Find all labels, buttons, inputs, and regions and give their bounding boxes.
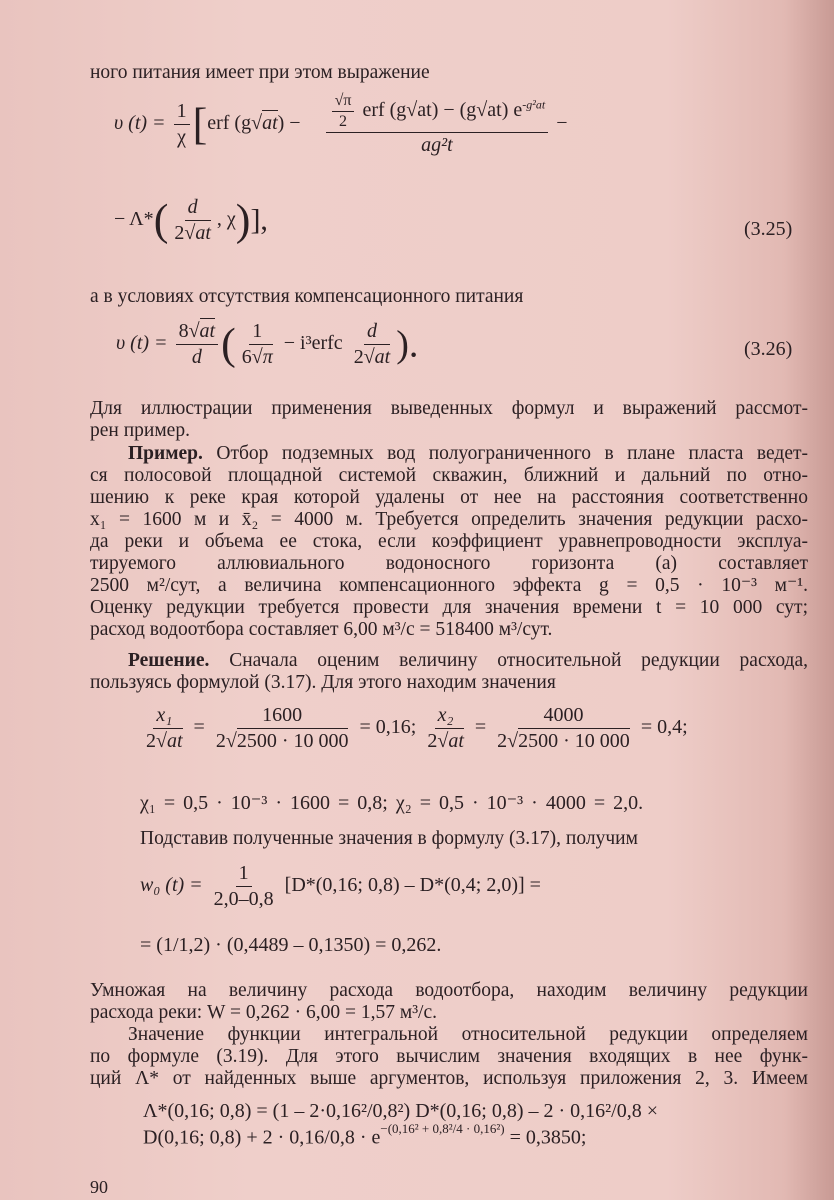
denominator: ag²t xyxy=(421,134,453,156)
numerator: 4000 xyxy=(540,704,586,729)
radicand: 2500 · 10 000 xyxy=(518,730,630,752)
left-paren: ( xyxy=(221,319,236,369)
two-sqrt: 2√ xyxy=(174,222,196,244)
text-line: Умножая на величину расхода водоотбора, находим величину редукции xyxy=(90,980,808,1001)
left-bracket: [ xyxy=(192,99,208,149)
text-line: 2500 м²/сут, а величина компенсационного эффекта g = 0,5 · 10⁻³ м⁻¹. xyxy=(90,575,808,596)
numerator: x₂ xyxy=(435,704,457,729)
fraction-d-over-2sqrt-at xyxy=(351,320,394,369)
numerator xyxy=(176,320,219,345)
radicand: π xyxy=(262,346,273,368)
equation-lambda-line2 xyxy=(143,1121,587,1150)
result-1: = 0,16; xyxy=(359,716,417,739)
denominator: 2,0–0,8 xyxy=(213,888,274,910)
numerator: d xyxy=(185,196,201,221)
two-sqrt: 2√ xyxy=(146,730,167,752)
eq-lhs: υ (t) = xyxy=(116,332,168,355)
sqrt-pi-over-2 xyxy=(332,92,355,131)
numerator-rest: erf (g√at) − (g√at) e xyxy=(362,99,523,122)
equals: = xyxy=(474,716,487,739)
text-line: ций Λ* от найденных выше аргументов, используя приложения 2, 3. Имеем xyxy=(90,1068,808,1089)
paragraph-example xyxy=(90,443,808,641)
numerator: 1 xyxy=(236,862,252,887)
equals: = xyxy=(193,716,205,739)
text-line: Подставив полученные значения в формулу (3.17), получим xyxy=(140,828,638,849)
big-fraction xyxy=(326,92,549,157)
denominator xyxy=(143,729,186,753)
text-line: ся полосовой площадной системой скважин, ближний и дальний по отно- xyxy=(90,465,808,486)
denominator: 2 xyxy=(339,113,347,130)
lambda-term: − Λ* xyxy=(114,208,154,231)
six-sqrt: 6√ xyxy=(241,346,263,368)
equation-3-25-line1 xyxy=(114,92,567,157)
eq-lhs: υ (t) = xyxy=(114,112,166,135)
page-number: 90 xyxy=(90,1177,108,1197)
result-2: = 0,4; xyxy=(640,716,688,739)
text-line: по формуле (3.19). Для этого вычислим значения входящих в нее функ- xyxy=(90,1046,808,1067)
paragraph-integral xyxy=(90,1024,808,1090)
numerator xyxy=(326,92,549,133)
text-line: рен пример. xyxy=(90,420,190,441)
paragraph-solution xyxy=(90,650,808,694)
ierfc-term: − i³erfc xyxy=(283,332,343,355)
fraction-one-over-chi xyxy=(174,100,190,149)
denominator xyxy=(494,729,633,753)
text-line: шению к реке края которой удалены от нее на расстояния соответственно xyxy=(90,487,808,508)
chi-arg: , χ xyxy=(216,208,236,231)
left-paren: ( xyxy=(153,195,169,245)
text-line xyxy=(90,650,808,672)
denominator xyxy=(239,345,276,369)
equation-w0-result: = (1/1,2) · (0,4489 – 0,1350) = 0,262. xyxy=(140,934,442,956)
fraction-d-over-2sqrt-at xyxy=(171,196,214,245)
lambda-term: D(0,16; 0,8) + 2 · 0,16/0,8 · e xyxy=(143,1126,381,1149)
radicand: at xyxy=(262,112,278,135)
text-line xyxy=(90,443,808,465)
fraction-1-over-1-2 xyxy=(211,862,277,911)
fraction-4000 xyxy=(494,704,633,753)
equation-chi: χ₁ = 0,5 · 10⁻³ · 1600 = 0,8; χ₂ = 0,5 · 10⁻³ · 4000 = 2,0. xyxy=(140,792,644,814)
equation-label-3-26: (3.26) xyxy=(744,338,793,360)
right-paren: ) xyxy=(235,195,251,245)
equation-lambda-line1: Λ*(0,16; 0,8) = (1 – 2·0,16²/0,8²) D*(0,16; 0,8) – 2 · 0,16²/0,8 × xyxy=(143,1100,658,1122)
erf-close: ) − xyxy=(277,112,301,135)
text-line: x₁ = 1600 м и x̄₂ = 4000 м. Требуется определить значения редукции расхо- xyxy=(90,509,808,530)
two-sqrt: 2√ xyxy=(353,346,375,368)
radicand: at xyxy=(448,730,464,752)
equation-3-25-line2 xyxy=(114,196,268,245)
numerator: √π xyxy=(332,92,355,112)
text-line: Отбор подземных вод полуограниченного в плане пласта ведет- xyxy=(216,443,808,464)
close-bracket: ], xyxy=(250,203,268,237)
equation-label-3-25: (3.25) xyxy=(744,218,793,240)
numerator: 1 xyxy=(174,100,190,125)
text-line: а в условиях отсутствия компенсационного питания xyxy=(90,286,524,307)
denominator xyxy=(351,345,394,369)
trailing-minus: − xyxy=(556,112,568,135)
example-heading: Пример. xyxy=(128,443,203,464)
text-line: расход водоотбора составляет 6,00 м³/с = 518400 м³/сут. xyxy=(90,619,553,640)
close-paren: ). xyxy=(396,323,419,366)
paragraph-multiply xyxy=(90,980,808,1024)
exponent: -g²at xyxy=(522,97,546,112)
equation-ratios xyxy=(140,704,688,753)
numerator: 1 xyxy=(249,320,265,345)
two-sqrt: 2√ xyxy=(427,730,449,752)
radicand: at xyxy=(374,346,391,368)
fraction-x1 xyxy=(143,704,186,753)
lambda-result: = 0,3850; xyxy=(509,1126,587,1149)
fraction-1-over-6sqrt-pi xyxy=(239,320,276,369)
equation-3-26 xyxy=(116,320,418,369)
numerator: 1600 xyxy=(259,704,305,729)
numerator: x₁ xyxy=(153,704,175,729)
denominator: d xyxy=(191,346,202,368)
denominator: χ xyxy=(177,126,186,148)
text-line: ного питания имеет при этом выражение xyxy=(90,62,430,83)
fraction-1600 xyxy=(213,704,352,753)
exponent: −(0,16² + 0,8²/4 · 0,16²) xyxy=(380,1121,505,1136)
text-line: пользуясь формулой (3.17). Для этого находим значения xyxy=(90,672,556,693)
text-line: Для иллюстрации применения выведенных формул и выражений рассмот- xyxy=(90,398,808,419)
eq-lhs: w₀ (t) = xyxy=(140,874,203,897)
solution-heading: Решение. xyxy=(128,650,210,671)
equation-w0 xyxy=(140,862,541,911)
denominator xyxy=(213,729,352,753)
bracket-term: [D*(0,16; 0,8) – D*(0,4; 2,0)] = xyxy=(284,874,541,897)
numerator: d xyxy=(364,320,380,345)
paragraph-illustration xyxy=(90,398,808,442)
radicand: 2500 · 10 000 xyxy=(236,730,349,752)
fraction-8sqrt-at-over-d xyxy=(176,320,219,369)
text-line: расхода реки: W = 0,262 · 6,00 = 1,57 м³/с. xyxy=(90,1002,437,1023)
radicand: at xyxy=(166,730,183,752)
denominator xyxy=(171,221,214,245)
radicand: at xyxy=(199,320,216,342)
two-sqrt: 2√ xyxy=(497,730,519,752)
text-line: тируемого аллювиального водоносного горизонта (a) составляет xyxy=(90,553,808,574)
eight-sqrt: 8√ xyxy=(178,320,200,342)
radicand: at xyxy=(195,222,211,244)
text-line: да реки и объема ее стока, если коэффициент уравнепроводности эксплуа- xyxy=(90,531,808,552)
two-sqrt: 2√ xyxy=(215,730,237,752)
text-line: Сначала оценим величину относительной редукции расхода, xyxy=(229,650,808,671)
erf-term: erf (g√ xyxy=(207,112,263,135)
text-line: Оценку редукции требуется провести для значения времени t = 10 000 сут; xyxy=(90,597,808,618)
fraction-x2 xyxy=(424,704,467,753)
denominator xyxy=(424,729,467,753)
text-line: Значение функции интегральной относительной редукции определяем xyxy=(128,1024,808,1045)
